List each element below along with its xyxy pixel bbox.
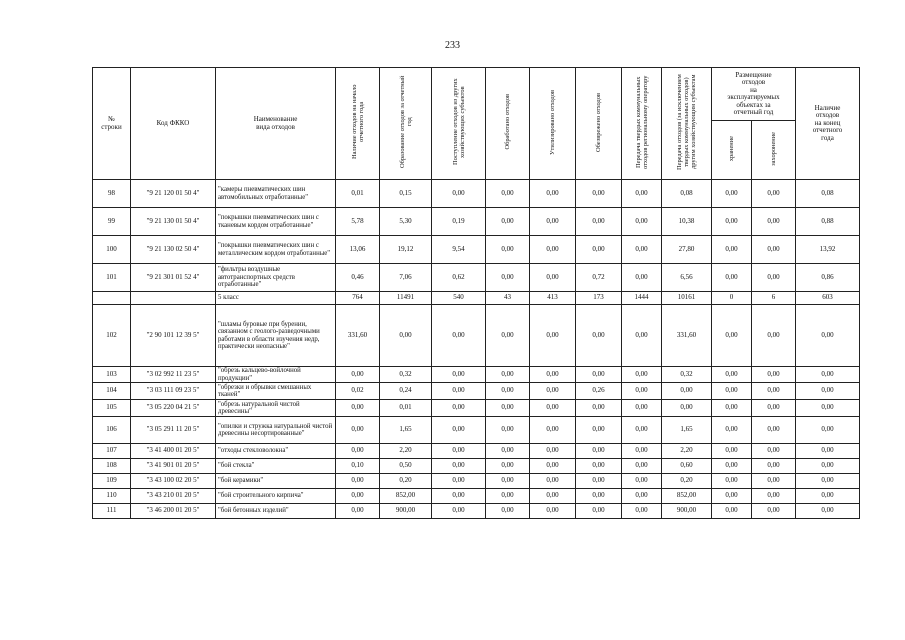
value-cell: 0,08 <box>662 180 712 208</box>
value-cell: 0,00 <box>486 236 530 264</box>
row-number-cell: 102 <box>93 305 131 367</box>
row-number-cell: 100 <box>93 236 131 264</box>
value-cell: 0,00 <box>712 444 752 459</box>
table-row <box>93 180 860 208</box>
table-row <box>93 504 860 519</box>
value-cell: 603 <box>796 292 860 305</box>
header-end: Наличие отходов на конец отчетного года <box>796 68 860 180</box>
value-cell: 0,00 <box>336 504 380 519</box>
header-neutralized: Обезврежено отходов <box>576 68 622 180</box>
value-cell: 0,00 <box>796 367 860 383</box>
value-cell: 331,60 <box>336 305 380 367</box>
fkko-code-cell <box>131 292 216 305</box>
header-placement: Размещение отходов на эксплуатируемых объектах за отчетный год <box>712 68 796 121</box>
value-cell: 0,00 <box>712 264 752 292</box>
value-cell: 0,00 <box>380 305 432 367</box>
value-cell: 6 <box>752 292 796 305</box>
value-cell: 0,00 <box>712 417 752 444</box>
table-row <box>93 474 860 489</box>
value-cell: 0,00 <box>796 504 860 519</box>
value-cell: 0,00 <box>576 400 622 417</box>
value-cell: 0,00 <box>752 236 796 264</box>
value-cell: 0,20 <box>662 474 712 489</box>
value-cell: 0,00 <box>712 400 752 417</box>
table-summary-row <box>93 292 860 305</box>
value-cell: 0,00 <box>796 305 860 367</box>
value-cell: 0,00 <box>336 400 380 417</box>
value-cell: 0,00 <box>752 208 796 236</box>
value-cell: 0,00 <box>576 208 622 236</box>
header-to-regional: Передача твердых коммунальных отходов региональному оператору <box>622 68 662 180</box>
value-cell: 27,80 <box>662 236 712 264</box>
value-cell: 0,00 <box>576 367 622 383</box>
value-cell: 900,00 <box>662 504 712 519</box>
value-cell: 0,00 <box>530 383 576 400</box>
value-cell: 0,00 <box>576 489 622 504</box>
fkko-code-cell: "9 21 130 02 50 4" <box>131 236 216 264</box>
row-number-cell: 103 <box>93 367 131 383</box>
page-number: 233 <box>445 40 460 51</box>
header-processed: Обработано отходов <box>486 68 530 180</box>
waste-name-cell: "отходы стекловолокна" <box>216 444 336 459</box>
value-cell: 0,00 <box>712 180 752 208</box>
value-cell: 0,00 <box>622 383 662 400</box>
value-cell: 0,00 <box>622 264 662 292</box>
value-cell: 0,00 <box>486 504 530 519</box>
waste-name-cell: 5 класс <box>216 292 336 305</box>
waste-name-cell: "покрышки пневматических шин с металлическим кордом отработанные" <box>216 236 336 264</box>
table-row <box>93 417 860 444</box>
value-cell: 0,00 <box>752 264 796 292</box>
waste-name-cell: "обрезь кальцево-войлочной продукции" <box>216 367 336 383</box>
value-cell: 173 <box>576 292 622 305</box>
value-cell: 0,00 <box>796 474 860 489</box>
value-cell: 0,00 <box>576 417 622 444</box>
header-row-no: № строки <box>93 68 131 180</box>
value-cell: 0,00 <box>432 504 486 519</box>
value-cell: 0,00 <box>796 383 860 400</box>
value-cell: 0,00 <box>432 305 486 367</box>
value-cell: 0,00 <box>432 180 486 208</box>
value-cell: 0,00 <box>576 459 622 474</box>
value-cell: 0,00 <box>432 367 486 383</box>
value-cell: 0 <box>712 292 752 305</box>
value-cell: 1444 <box>622 292 662 305</box>
value-cell: 0,00 <box>576 444 622 459</box>
value-cell: 0,00 <box>712 504 752 519</box>
value-cell: 0,00 <box>712 474 752 489</box>
waste-name-cell: "камеры пневматических шин автомобильных отработанные" <box>216 180 336 208</box>
waste-name-cell: "опилки и стружка натуральной чистой древесины несортированные" <box>216 417 336 444</box>
value-cell: 0,72 <box>576 264 622 292</box>
value-cell: 0,00 <box>530 444 576 459</box>
value-cell: 0,86 <box>796 264 860 292</box>
value-cell: 9,54 <box>432 236 486 264</box>
value-cell: 0,20 <box>380 474 432 489</box>
value-cell: 1,65 <box>380 417 432 444</box>
value-cell: 0,00 <box>530 504 576 519</box>
value-cell: 0,00 <box>486 459 530 474</box>
value-cell: 19,12 <box>380 236 432 264</box>
value-cell: 10161 <box>662 292 712 305</box>
value-cell: 1,65 <box>662 417 712 444</box>
waste-name-cell: "бой бетонных изделий" <box>216 504 336 519</box>
header-formed: Образование отходов за отчетный год <box>380 68 432 180</box>
value-cell: 0,10 <box>336 459 380 474</box>
value-cell: 43 <box>486 292 530 305</box>
waste-name-cell: "покрышки пневматических шин с тканевым кордом отработанные" <box>216 208 336 236</box>
fkko-code-cell: "3 02 992 11 23 5" <box>131 367 216 383</box>
value-cell: 852,00 <box>662 489 712 504</box>
value-cell: 900,00 <box>380 504 432 519</box>
value-cell: 0,00 <box>622 474 662 489</box>
value-cell: 0,00 <box>530 305 576 367</box>
table-row <box>93 208 860 236</box>
value-cell: 0,00 <box>530 474 576 489</box>
value-cell: 540 <box>432 292 486 305</box>
value-cell: 0,02 <box>336 383 380 400</box>
value-cell: 0,00 <box>486 367 530 383</box>
fkko-code-cell: "9 21 120 01 50 4" <box>131 180 216 208</box>
value-cell: 0,00 <box>530 400 576 417</box>
table-row <box>93 383 860 400</box>
value-cell: 0,00 <box>622 459 662 474</box>
value-cell: 2,20 <box>662 444 712 459</box>
header-utilized: Утилизировано отходов <box>530 68 576 180</box>
waste-name-cell: "шламы буровые при бурении, связанном с геолого-разведочными работами в области изучения недр, практически неопасные" <box>216 305 336 367</box>
value-cell: 0,00 <box>530 180 576 208</box>
row-number-cell: 98 <box>93 180 131 208</box>
header-storage: хранение <box>712 121 752 180</box>
table-row <box>93 489 860 504</box>
value-cell: 0,62 <box>432 264 486 292</box>
value-cell: 5,30 <box>380 208 432 236</box>
waste-name-cell: "бой керамики" <box>216 474 336 489</box>
value-cell: 0,00 <box>486 208 530 236</box>
value-cell: 0,00 <box>576 504 622 519</box>
value-cell: 0,00 <box>662 400 712 417</box>
value-cell: 0,00 <box>622 504 662 519</box>
value-cell: 0,00 <box>796 417 860 444</box>
value-cell: 0,15 <box>380 180 432 208</box>
value-cell: 0,00 <box>622 417 662 444</box>
value-cell: 413 <box>530 292 576 305</box>
value-cell: 331,60 <box>662 305 712 367</box>
value-cell: 13,92 <box>796 236 860 264</box>
table-row <box>93 264 860 292</box>
value-cell: 10,38 <box>662 208 712 236</box>
header-burial: захоронение <box>752 121 796 180</box>
value-cell: 0,00 <box>622 489 662 504</box>
value-cell: 0,00 <box>662 383 712 400</box>
value-cell: 0,00 <box>530 459 576 474</box>
row-number-cell: 104 <box>93 383 131 400</box>
fkko-code-cell: "3 05 291 11 20 5" <box>131 417 216 444</box>
value-cell: 0,00 <box>712 367 752 383</box>
fkko-code-cell: "9 21 301 01 52 4" <box>131 264 216 292</box>
value-cell: 0,00 <box>486 400 530 417</box>
value-cell: 0,00 <box>432 383 486 400</box>
value-cell: 0,00 <box>622 305 662 367</box>
value-cell: 0,00 <box>796 400 860 417</box>
value-cell: 0,00 <box>432 474 486 489</box>
value-cell: 0,88 <box>796 208 860 236</box>
table-row <box>93 444 860 459</box>
row-number-cell: 101 <box>93 264 131 292</box>
value-cell: 0,00 <box>622 180 662 208</box>
header-received: Поступление отходов из других хозяйствующих субъектов <box>432 68 486 180</box>
value-cell: 0,00 <box>530 208 576 236</box>
value-cell: 0,00 <box>752 444 796 459</box>
waste-name-cell: "обрезь натуральной чистой древесины" <box>216 400 336 417</box>
value-cell: 0,00 <box>486 264 530 292</box>
waste-name-cell: "бой строительного кирпича" <box>216 489 336 504</box>
value-cell: 0,00 <box>486 305 530 367</box>
value-cell: 0,01 <box>336 180 380 208</box>
waste-name-cell: "фильтры воздушные автотранспортных средств отработанные" <box>216 264 336 292</box>
header-to-others: Передача отходов (за исключением твердых коммунальных отходов) другим хозяйствующим субъектам <box>662 68 712 180</box>
fkko-code-cell: "2 90 101 12 39 5" <box>131 305 216 367</box>
value-cell: 0,00 <box>712 383 752 400</box>
value-cell: 764 <box>336 292 380 305</box>
value-cell: 0,00 <box>336 417 380 444</box>
fkko-code-cell: "3 41 400 01 20 5" <box>131 444 216 459</box>
waste-name-cell: "бой стекла" <box>216 459 336 474</box>
fkko-code-cell: "3 43 210 01 20 5" <box>131 489 216 504</box>
row-number-cell: 106 <box>93 417 131 444</box>
value-cell: 11491 <box>380 292 432 305</box>
table-row <box>93 305 860 367</box>
value-cell: 0,00 <box>576 474 622 489</box>
value-cell: 0,00 <box>712 305 752 367</box>
value-cell: 0,00 <box>752 489 796 504</box>
value-cell: 0,00 <box>622 367 662 383</box>
fkko-code-cell: "3 41 901 01 20 5" <box>131 459 216 474</box>
row-number-cell: 109 <box>93 474 131 489</box>
value-cell: 0,00 <box>432 444 486 459</box>
table-row <box>93 400 860 417</box>
value-cell: 0,00 <box>432 489 486 504</box>
value-cell: 0,00 <box>432 459 486 474</box>
value-cell: 0,00 <box>530 417 576 444</box>
value-cell: 0,00 <box>752 417 796 444</box>
value-cell: 0,00 <box>752 459 796 474</box>
value-cell: 0,00 <box>486 489 530 504</box>
value-cell: 0,00 <box>432 400 486 417</box>
waste-name-cell: "обрезки и обрывки смешанных тканей" <box>216 383 336 400</box>
value-cell: 0,00 <box>486 383 530 400</box>
value-cell: 0,00 <box>530 236 576 264</box>
fkko-code-cell: "3 03 111 09 23 5" <box>131 383 216 400</box>
value-cell: 0,00 <box>336 489 380 504</box>
value-cell: 0,00 <box>796 444 860 459</box>
value-cell: 0,00 <box>622 208 662 236</box>
value-cell: 0,00 <box>486 474 530 489</box>
table-row <box>93 459 860 474</box>
row-number-cell: 111 <box>93 504 131 519</box>
value-cell: 0,00 <box>576 305 622 367</box>
value-cell: 0,00 <box>752 474 796 489</box>
value-cell: 6,56 <box>662 264 712 292</box>
value-cell: 0,00 <box>486 444 530 459</box>
table-body <box>93 180 860 519</box>
row-number-cell <box>93 292 131 305</box>
value-cell: 0,00 <box>432 417 486 444</box>
value-cell: 0,00 <box>336 367 380 383</box>
value-cell: 0,50 <box>380 459 432 474</box>
value-cell: 0,00 <box>712 489 752 504</box>
value-cell: 0,00 <box>530 489 576 504</box>
value-cell: 0,46 <box>336 264 380 292</box>
value-cell: 13,06 <box>336 236 380 264</box>
value-cell: 0,00 <box>752 305 796 367</box>
value-cell: 0,00 <box>622 444 662 459</box>
table-row <box>93 236 860 264</box>
fkko-code-cell: "3 05 220 04 21 5" <box>131 400 216 417</box>
value-cell: 0,00 <box>622 236 662 264</box>
value-cell: 0,00 <box>712 208 752 236</box>
value-cell: 0,08 <box>796 180 860 208</box>
value-cell: 0,00 <box>796 459 860 474</box>
table-row <box>93 367 860 383</box>
value-cell: 0,00 <box>530 367 576 383</box>
value-cell: 0,26 <box>576 383 622 400</box>
value-cell: 7,06 <box>380 264 432 292</box>
value-cell: 0,00 <box>796 489 860 504</box>
value-cell: 0,00 <box>530 264 576 292</box>
value-cell: 2,20 <box>380 444 432 459</box>
value-cell: 0,19 <box>432 208 486 236</box>
value-cell: 0,00 <box>752 504 796 519</box>
value-cell: 0,32 <box>380 367 432 383</box>
value-cell: 0,00 <box>752 367 796 383</box>
value-cell: 0,60 <box>662 459 712 474</box>
fkko-code-cell: "3 43 100 02 20 5" <box>131 474 216 489</box>
value-cell: 0,00 <box>486 180 530 208</box>
value-cell: 852,00 <box>380 489 432 504</box>
value-cell: 0,00 <box>576 236 622 264</box>
value-cell: 0,00 <box>486 417 530 444</box>
row-number-cell: 110 <box>93 489 131 504</box>
row-number-cell: 107 <box>93 444 131 459</box>
row-number-cell: 99 <box>93 208 131 236</box>
value-cell: 0,00 <box>752 400 796 417</box>
header-start: Наличие отходов на начало отчетного года <box>336 68 380 180</box>
value-cell: 0,00 <box>752 383 796 400</box>
value-cell: 0,00 <box>712 236 752 264</box>
value-cell: 0,00 <box>712 459 752 474</box>
value-cell: 0,00 <box>336 444 380 459</box>
value-cell: 0,32 <box>662 367 712 383</box>
value-cell: 0,00 <box>336 474 380 489</box>
waste-table <box>92 67 860 519</box>
row-number-cell: 105 <box>93 400 131 417</box>
value-cell: 0,00 <box>752 180 796 208</box>
value-cell: 0,00 <box>622 400 662 417</box>
header-row-top <box>93 68 860 121</box>
value-cell: 0,24 <box>380 383 432 400</box>
value-cell: 5,78 <box>336 208 380 236</box>
value-cell: 0,00 <box>576 180 622 208</box>
header-waste-name: Наименование вида отходов <box>216 68 336 180</box>
row-number-cell: 108 <box>93 459 131 474</box>
fkko-code-cell: "3 46 200 01 20 5" <box>131 504 216 519</box>
value-cell: 0,01 <box>380 400 432 417</box>
fkko-code-cell: "9 21 130 01 50 4" <box>131 208 216 236</box>
header-fkko: Код ФККО <box>131 68 216 180</box>
